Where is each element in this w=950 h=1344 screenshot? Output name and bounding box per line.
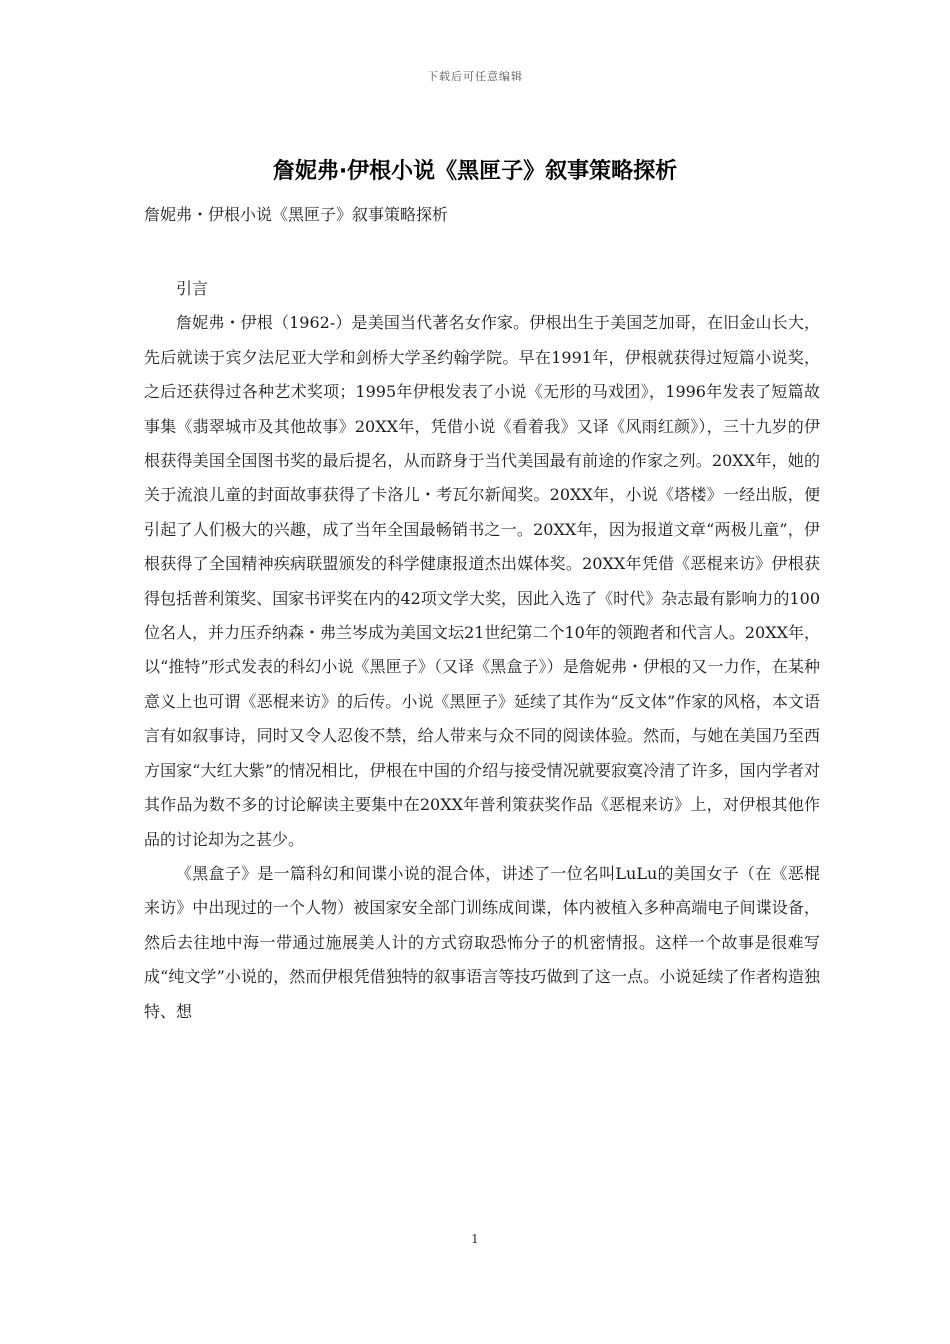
page-number: 1 [471, 1232, 479, 1246]
document-body [144, 272, 820, 1029]
paragraph-intro-heading: 引言 [176, 279, 209, 298]
document-subtitle: 詹妮弗・伊根小说《黑匣子》叙事策略探析 [144, 205, 449, 224]
header-note: 下载后可任意编辑 [427, 70, 523, 83]
document-title: 詹妮弗·伊根小说《黑匣子》叙事策略探析 [272, 159, 678, 184]
paragraph: 詹妮弗・伊根（1962-）是美国当代著名女作家。伊根出生于美国芝加哥，在旧金山长大，先后就读于宾夕法尼亚大学和剑桥大学圣约翰学院。早在1991年，伊根就获得过短篇小说奖，之后还获得过各种艺术奖项；1995年伊根发表了小说《无形的马戏团》，1996年发表了短篇故事集《翡翠城市及其他故事》20XX年，凭借小说《看着我》又译《风雨红颜》），三十九岁的伊根获得美国全国图书奖的最后提名，从而跻身于当代美国最有前途的作家之列。20XX年，她的关于流浪儿童的封面故事获得了卡洛儿・考瓦尔新闻奖。20XX年，小说《塔楼》一经出版，便引起了人们极大的兴趣，成了当年全国最畅销书之一。20XX年，因为报道文章“两极儿童”，伊根获得了全国精神疾病联盟颁发的科学健康报道杰出媒体奖。20XX年凭借《恶棍来访》伊根获得包括普利策奖、国家书评奖在内的42项文学大奖，因此入选了《时代》杂志最有影响力的100位名人，并力压乔纳森・弗兰岑成为美国文坛21世纪第二个10年的领跑者和代言人。20XX年，以“推特”形式发表的科幻小说《黑匣子》（又译《黑盒子》）是詹妮弗・伊根的又一力作，在某种意义上也可谓《恶棍来访》的后传。小说《黑匣子》延续了其作为“反文体”作家的风格，本文语言有如叙事诗，同时又令人忍俊不禁，给人带来与众不同的阅读体验。然而，与她在美国乃至西方国家“大红大紫”的情况相比，伊根在中国的介绍与接受情况就要寂寞冷清了许多，国内学者对其作品为数不多的讨论解读主要集中在20XX年普利策获奖作品《恶棍来访》上，对伊根其他作品的讨论却为之甚少。 [144, 313, 820, 849]
paragraph: 《黑盒子》是一篇科幻和间谍小说的混合体，讲述了一位名叫LuLu的美国女子（在《恶棍来访》中出现过的一个人物）被国家安全部门训练成间谍，体内被植入多种高端电子间谍设备，然后去往地中海一带通过施展美人计的方式窃取恐怖分子的机密情报。这样一个故事是很难写成“纯文学”小说的，然而伊根凭借独特的叙事语言等技巧做到了这一点。小说延续了作者构造独特、想 [144, 863, 820, 1021]
